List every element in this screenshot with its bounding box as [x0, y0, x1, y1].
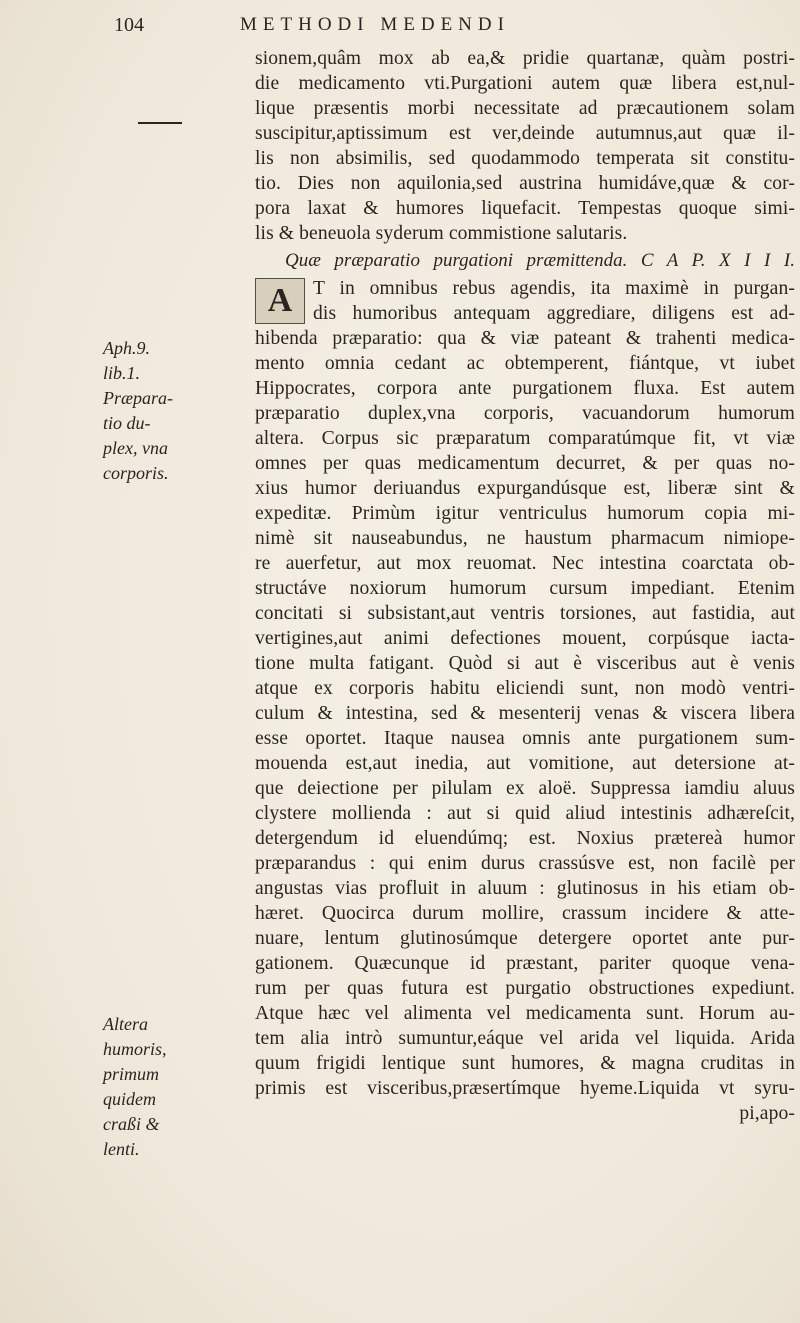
- text-line: tio. Dies non aquilonia,sed austrina humidáve,quæ & cor-: [255, 173, 795, 194]
- margin-note-line: plex, vna: [103, 438, 168, 458]
- text-line: clystere mollienda : aut si quid aliud intestinis adhæreſcit,: [255, 803, 795, 824]
- text-line: nuare, lentum glutinosúmque detergere oportet ante pur-: [255, 928, 795, 949]
- margin-note-line: lib.1.: [103, 363, 141, 383]
- chapter-heading: Quæ præparatio purgationi præmittenda. C A P. X I I I.: [285, 250, 795, 271]
- text-line: T in omnibus rebus agendis, ita maximè in purgan-: [313, 278, 795, 299]
- text-line: nimè sit nauseabundus, ne haustum pharmacum nimiope-: [255, 528, 795, 549]
- running-title: METHODI MEDENDI: [240, 14, 510, 35]
- text-line: vertigines,aut animi defectiones mouent, corpúsque iacta-: [255, 628, 795, 649]
- text-line: angustas vias profluit in aluum : glutinosus in his etiam ob-: [255, 878, 795, 899]
- text-line: que deiectione per pilulam ex aloë. Suppressa iamdiu aluus: [255, 778, 795, 799]
- margin-note-aphorism: [103, 336, 253, 386]
- main-text: [255, 46, 795, 1126]
- running-head: [100, 14, 790, 44]
- margin-note-line: humoris,: [103, 1039, 167, 1059]
- margin-note-praeparatio: [103, 386, 253, 486]
- paragraph-before: [255, 46, 795, 246]
- text-line: esse oportet. Itaque nausea omnis ante purgationem sum-: [255, 728, 795, 749]
- margin-note-line: corporis.: [103, 463, 169, 483]
- text-line: atque ex corporis habitu eliciendi sunt, non modò ventri-: [255, 678, 795, 699]
- text-line: re auerfetur, aut mox reuomat. Nec intestina coarctata ob-: [255, 553, 795, 574]
- text-line: tione multa fatigant. Quòd si aut è visceribus aut è venis: [255, 653, 795, 674]
- text-line: omnes per quas medicamentum decurret, & per quas no-: [255, 453, 795, 474]
- text-line: suscipitur,aptissimum est ver,deinde autumnus,aut quæ il-: [255, 123, 795, 144]
- text-line: Hippocrates, corpora ante purgationem fluxa. Est autem: [255, 378, 795, 399]
- text-line: lis non absimilis, sed quodammodo temperata sit constitu-: [255, 148, 795, 169]
- margin-note-line: quidem: [103, 1089, 156, 1109]
- paragraph-after: [255, 326, 795, 1126]
- text-line: rum per quas futura est purgatio obstructiones expediunt.: [255, 978, 795, 999]
- page-number: 104: [114, 14, 144, 36]
- text-line: culum & intestina, sed & mesenterij venas & viscera libera: [255, 703, 795, 724]
- text-line: præparandus : qui enim durus crassúsve est, non facilè per: [255, 853, 795, 874]
- margin-note-altera: [103, 1012, 253, 1162]
- catchword: pi,apo-: [739, 1103, 795, 1124]
- text-line: gationem. Quæcunque id præstant, pariter quoque vena-: [255, 953, 795, 974]
- text-line: hæret. Quocirca durum mollire, crassum incidere & atte-: [255, 903, 795, 924]
- text-line: præparatio duplex,vna corporis, vacuandorum humorum: [255, 403, 795, 424]
- margin-note-line: primum: [103, 1064, 160, 1084]
- text-line: primis est visceribus,præsertímque hyeme.Liquida vt syru-: [255, 1078, 795, 1099]
- text-line: detergendum id eluendúmq; est. Noxius prætereà humor: [255, 828, 795, 849]
- text-line: lique præsentis morbi necessitate ad præcautionem solam: [255, 98, 795, 119]
- margin-note-line: Altera: [103, 1014, 148, 1034]
- text-line: structáve noxiorum humorum cursum impediant. Etenim: [255, 578, 795, 599]
- text-line: Atque hæc vel alimenta vel medicamenta sunt. Horum au-: [255, 1003, 795, 1024]
- text-line: dis humoribus antequam aggrediare, diligens est ad-: [313, 303, 795, 324]
- text-line: mento omnia cedant ac obtemperent, fiántque, vt iubet: [255, 353, 795, 374]
- margin-dash: [138, 122, 182, 124]
- text-line: xius humor deriuandus expurgandúsque est, liberæ sint &: [255, 478, 795, 499]
- drop-cap: A: [255, 278, 305, 324]
- text-line: pora laxat & humores liquefacit. Tempestas quoque simi-: [255, 198, 795, 219]
- text-line: sionem,quâm mox ab ea,& pridie quartanæ, quàm postri-: [255, 48, 795, 69]
- margin-note-line: tio du-: [103, 413, 151, 433]
- text-line: tem alia intrò sumuntur,eáque vel arida vel liquida. Arida: [255, 1028, 795, 1049]
- margin-note-line: Præpara-: [103, 388, 174, 408]
- margin-note-line: craßi &: [103, 1114, 160, 1134]
- text-line: mouenda est,aut inedia, aut vomitione, aut detersione at-: [255, 753, 795, 774]
- text-line: lis & beneuola syderum commistione salutaris.: [255, 223, 628, 244]
- drop-cap-block: [255, 276, 795, 326]
- text-line: concitati si subsistant,aut ventris torsiones, aut fastidia, aut: [255, 603, 795, 624]
- text-line: altera. Corpus sic præparatum comparatúmque fit, vt viæ: [255, 428, 795, 449]
- text-line: hibenda præparatio: qua & viæ pateant & trahenti medica-: [255, 328, 795, 349]
- margin-note-line: Aph.9.: [103, 338, 150, 358]
- text-line: expeditæ. Primùm igitur ventriculus humorum copia mi-: [255, 503, 795, 524]
- text-line: quum frigidi lentique sunt humores, & magna cruditas in: [255, 1053, 795, 1074]
- text-line: die medicamento vti.Purgationi autem quæ libera est,nul-: [255, 73, 795, 94]
- margin-note-line: lenti.: [103, 1139, 140, 1159]
